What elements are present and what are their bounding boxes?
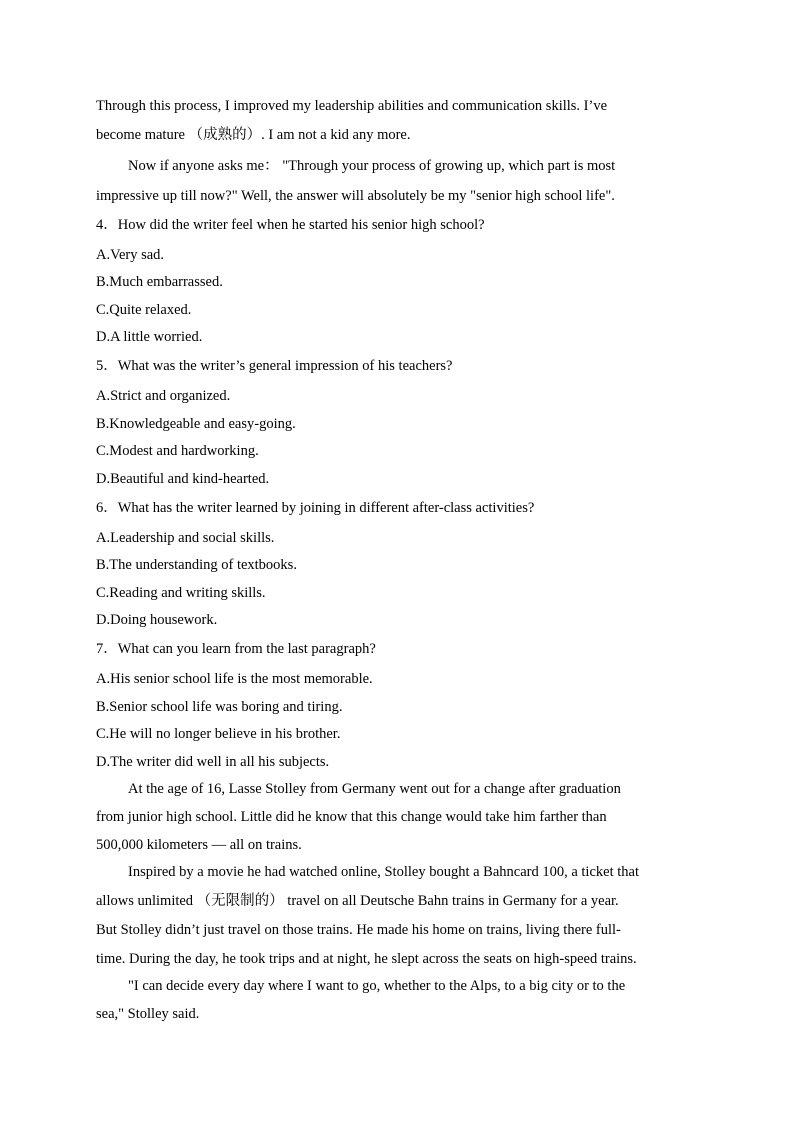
question-6-option-b: B.The understanding of textbooks. bbox=[96, 557, 297, 573]
question-4-stem: 4．How did the writer feel when he started his senior high school? bbox=[96, 217, 485, 233]
question-6-option-c: C.Reading and writing skills. bbox=[96, 585, 266, 601]
question-6-stem: 6．What has the writer learned by joining in different after-class activities? bbox=[96, 500, 535, 516]
passage-a-p1-line-2: become mature （成熟的）. I am not a kid any more. bbox=[96, 127, 411, 143]
question-6-option-a: A.Leadership and social skills. bbox=[96, 530, 275, 546]
question-7-option-b: B.Senior school life was boring and tiring. bbox=[96, 699, 343, 715]
passage-b-p3-line-2: sea," Stolley said. bbox=[96, 1006, 200, 1022]
passage-b-p2-line-3: But Stolley didn’t just travel on those trains. He made his home on trains, living there full- bbox=[96, 922, 621, 938]
question-4-option-d: D.A little worried. bbox=[96, 329, 203, 345]
question-5-option-d: D.Beautiful and kind-hearted. bbox=[96, 471, 270, 487]
question-4-option-a: A.Very sad. bbox=[96, 247, 165, 263]
passage-a-p1-line-1: Through this process, I improved my leadership abilities and communication skills. I’ve bbox=[96, 98, 608, 114]
passage-a-p2-line-2: impressive up till now?" Well, the answer will absolutely be my "senior high school life". bbox=[96, 188, 615, 204]
question-7-option-d: D.The writer did well in all his subjects. bbox=[96, 754, 330, 770]
question-7-option-c: C.He will no longer believe in his brother. bbox=[96, 726, 341, 742]
passage-b-p2-line-4: time. During the day, he took trips and at night, he slept across the seats on high-speed trains. bbox=[96, 951, 637, 967]
question-7-option-a: A.His senior school life is the most memorable. bbox=[96, 671, 373, 687]
passage-b-p2-line-2: allows unlimited （无限制的） travel on all Deutsche Bahn trains in Germany for a year. bbox=[96, 893, 619, 909]
question-5-option-a: A.Strict and organized. bbox=[96, 388, 231, 404]
passage-b-p1-line-2: from junior high school. Little did he know that this change would take him farther than bbox=[96, 809, 607, 825]
passage-a-p2-line-1: Now if anyone asks me： "Through your process of growing up, which part is most bbox=[128, 158, 616, 174]
question-5-stem: 5．What was the writer’s general impression of his teachers? bbox=[96, 358, 453, 374]
question-5-option-b: B.Knowledgeable and easy-going. bbox=[96, 416, 296, 432]
question-4-option-c: C.Quite relaxed. bbox=[96, 302, 192, 318]
question-5-option-c: C.Modest and hardworking. bbox=[96, 443, 259, 459]
passage-b-p2-line-1: Inspired by a movie he had watched online, Stolley bought a Bahncard 100, a ticket that bbox=[128, 864, 639, 880]
passage-b-p3-line-1: "I can decide every day where I want to go, whether to the Alps, to a big city or to the bbox=[128, 978, 626, 994]
question-4-option-b: B.Much embarrassed. bbox=[96, 274, 223, 290]
question-7-stem: 7．What can you learn from the last paragraph? bbox=[96, 641, 376, 657]
passage-b-p1-line-1: At the age of 16, Lasse Stolley from Germany went out for a change after graduation bbox=[128, 781, 621, 797]
passage-b-p1-line-3: 500,000 kilometers — all on trains. bbox=[96, 837, 302, 853]
question-6-option-d: D.Doing housework. bbox=[96, 612, 218, 628]
